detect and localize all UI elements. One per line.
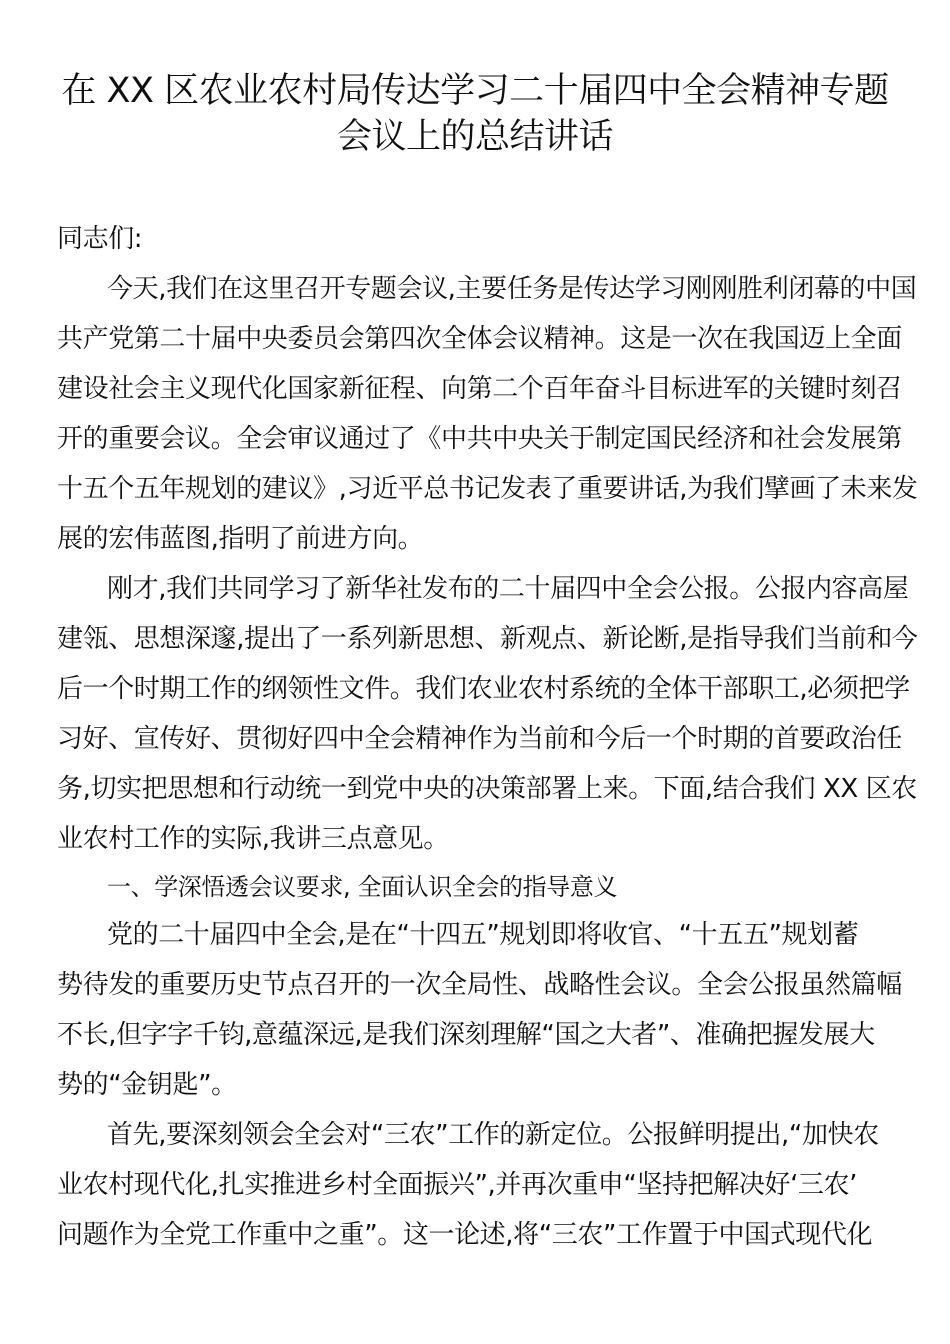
salutation: 同志们: bbox=[57, 224, 143, 254]
document-title-line-1: 在 XX 区农业农村局传达学习二十届四中全会精神专题 bbox=[61, 71, 889, 111]
paragraph-1-line-4: 开的重要会议。全会审议通过了《中共中央关于制定国民经济和社会发展第 bbox=[57, 424, 902, 454]
paragraph-2-line-6: 业农村工作的实际,我讲三点意见。 bbox=[57, 824, 449, 854]
section-paragraph-2-line-2: 业农村现代化,扎实推进乡村全面振兴”,并再次重申“坚持把解决好‘三农’ bbox=[57, 1170, 857, 1200]
section-paragraph-1-line-3: 不长,但字字千钧,意蕴深远,是我们深刻理解“国之大者”、准确把握发展大 bbox=[57, 1020, 875, 1050]
paragraph-1-line-2: 共产党第二十届中央委员会第四次全体会议精神。这是一次在我国迈上全面 bbox=[57, 324, 902, 354]
paragraph-1-line-1: 今天,我们在这里召开专题会议,主要任务是传达学习刚刚胜利闭幕的中国 bbox=[107, 274, 917, 304]
paragraph-2-line-1: 刚才,我们共同学习了新华社发布的二十届四中全会公报。公报内容高屋 bbox=[107, 574, 909, 604]
section-heading-1: 一、学深悟透会议要求, 全面认识全会的指导意义 bbox=[107, 873, 618, 901]
paragraph-2-line-3: 后一个时期工作的纲领性文件。我们农业农村系统的全体干部职工,必须把学 bbox=[57, 674, 910, 704]
paragraph-1-line-6: 展的宏伟蓝图,指明了前进方向。 bbox=[57, 524, 424, 554]
document-title-line-2: 会议上的总结讲话 bbox=[336, 117, 613, 157]
section-paragraph-2-line-3: 问题作为全党工作重中之重”。这一论述,将“三农”工作置于中国式现代化 bbox=[57, 1220, 873, 1250]
section-paragraph-1-line-2: 势待发的重要历史节点召开的一次全局性、战略性会议。全会公报虽然篇幅 bbox=[57, 970, 902, 1000]
paragraph-1-line-5: 十五个五年规划的建议》,习近平总书记发表了重要讲话,为我们擘画了未来发 bbox=[57, 474, 918, 504]
paragraph-2-line-5: 务,切实把思想和行动统一到党中央的决策部署上来。下面,结合我们 XX 区农 bbox=[57, 774, 917, 804]
paragraph-2-line-4: 习好、宣传好、贯彻好四中全会精神作为当前和今后一个时期的首要政治任 bbox=[57, 724, 902, 754]
paragraph-2-line-2: 建瓴、思想深邃,提出了一系列新思想、新观点、新论断,是指导我们当前和今 bbox=[57, 624, 918, 654]
paragraph-1-line-3: 建设社会主义现代化国家新征程、向第二个百年奋斗目标进军的关键时刻召 bbox=[57, 374, 902, 404]
section-paragraph-1-line-4: 势的“金钥匙”。 bbox=[57, 1070, 237, 1100]
section-paragraph-1-line-1: 党的二十届四中全会,是在“十四五”规划即将收官、“十五五”规划蓄 bbox=[107, 920, 859, 950]
section-paragraph-2-line-1: 首先,要深刻领会全会对“三农”工作的新定位。公报鲜明提出,“加快农 bbox=[107, 1120, 879, 1150]
